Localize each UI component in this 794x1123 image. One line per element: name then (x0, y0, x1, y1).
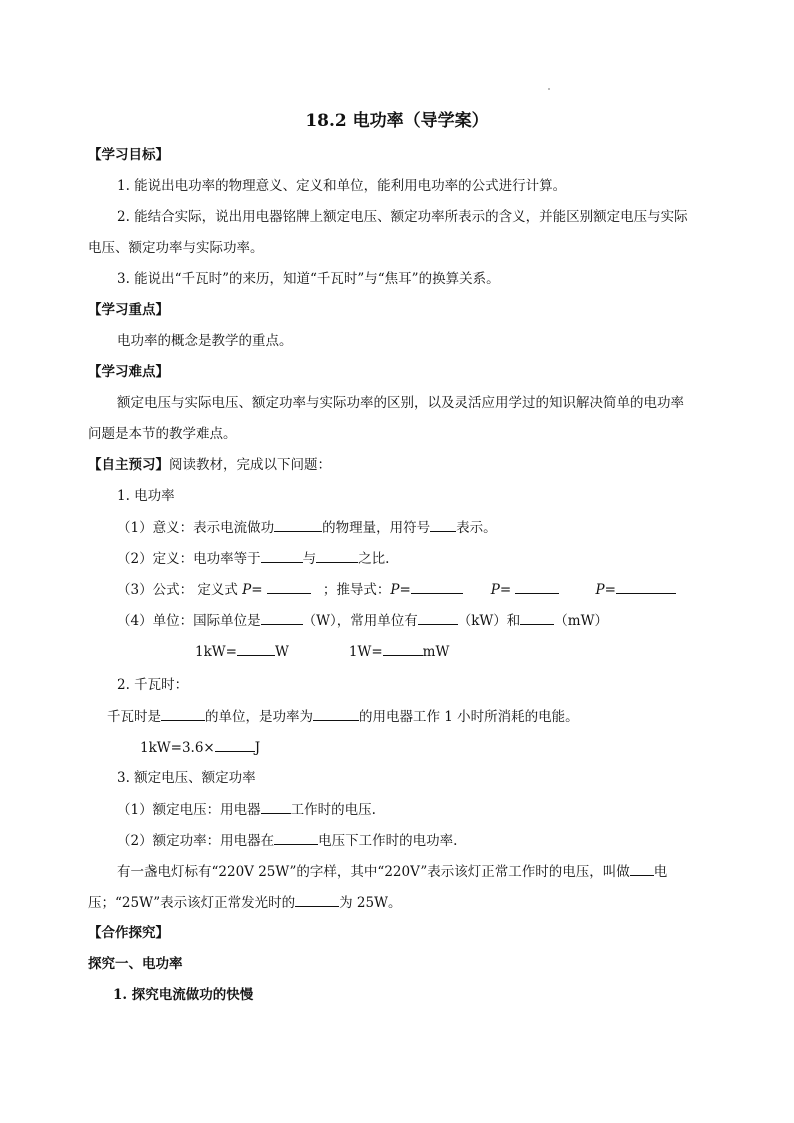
q-unit-text-d: （mW） (554, 613, 608, 629)
fill-blank[interactable] (261, 799, 291, 814)
q-unit-text-b: （W），常用单位有 (302, 613, 418, 629)
fill-blank[interactable] (520, 610, 554, 625)
q-unit (117, 610, 608, 631)
fill-blank[interactable] (383, 641, 423, 656)
q-rated-voltage (117, 799, 376, 820)
fill-blank[interactable] (313, 706, 359, 721)
difficulty-text: 额定电压与实际电压、额定功率与实际功率的区别，以及灵活应用学过的知识解决简单的电功率 (117, 395, 684, 411)
formula-equals: = (604, 582, 616, 598)
conversion-1-a: 1kW= (195, 644, 237, 660)
q-unit-text-c: （kW）和 (457, 613, 521, 629)
fill-blank[interactable] (515, 579, 559, 594)
formula-symbol: P (242, 582, 252, 598)
difficulty-heading: 【学习难点】 (88, 364, 169, 380)
goal-item-3: 3. 能说出“千瓦时”的来历，知道“千瓦时”与“焦耳”的换算关系。 (117, 271, 500, 287)
kwh-text-c: 的用电器工作 1 小时所消耗的电能。 (359, 709, 579, 725)
kwh-text-b: 的单位，是功率为 (205, 709, 313, 725)
formula-equals: = (399, 582, 411, 598)
lamp-example (117, 861, 667, 882)
kwh-text-a: 千瓦时是 (107, 709, 161, 725)
fill-blank[interactable] (261, 610, 303, 625)
formula-symbol: P (490, 582, 500, 598)
q-formula (117, 579, 676, 600)
difficulty-text-cont: 问题是本节的教学难点。 (88, 426, 237, 442)
conversion-2-b: mW (422, 644, 450, 660)
section-3-title: 3. 额定电压、额定功率 (117, 770, 256, 786)
fill-blank[interactable] (274, 517, 322, 532)
formula-symbol: P (390, 582, 400, 598)
q-unit-text-a: （4）单位：国际单位是 (117, 613, 261, 629)
rated-power-text-b: 电压下工作时的电功率. (318, 833, 458, 849)
key-point-heading: 【学习重点】 (88, 302, 169, 318)
q-definition (117, 548, 389, 569)
fill-blank[interactable] (430, 517, 456, 532)
fill-blank[interactable] (261, 548, 303, 563)
lamp-text-c: 压；“25W”表示该灯正常发光时的 (88, 895, 296, 911)
fill-blank[interactable] (295, 892, 339, 907)
q-definition-text-b: 与 (302, 551, 317, 567)
formula-equals: = (499, 582, 516, 598)
goals-heading: 【学习目标】 (88, 147, 169, 163)
lamp-text-d: 为 25W。 (339, 895, 402, 911)
fill-blank[interactable] (161, 706, 205, 721)
q-meaning-text-a: （1）意义：表示电流做功 (117, 520, 275, 536)
section-2-title: 2. 千瓦时： (117, 677, 189, 693)
goal-item-2-cont: 电压、额定功率与实际功率。 (88, 240, 264, 256)
preview-intro: 阅读教材，完成以下问题： (169, 457, 331, 473)
q-definition-text-a: （2）定义：电功率等于 (117, 551, 261, 567)
fill-blank[interactable] (418, 610, 458, 625)
fill-blank[interactable] (616, 579, 676, 594)
fill-blank[interactable] (630, 861, 654, 876)
goal-item-2: 2. 能结合实际，说出用电器铭牌上额定电压、额定功率所表示的含义，并能区别额定电压与实际 (117, 209, 688, 225)
fill-blank[interactable] (274, 830, 318, 845)
coop-heading: 【合作探究】 (88, 925, 169, 941)
kwh-conversion-a: 1kW=3.6× (140, 740, 215, 756)
q-meaning-text-c: 表示。 (456, 520, 497, 536)
q-meaning (117, 517, 497, 538)
coop-item-1: 1. 探究电流做功的快慢 (113, 987, 254, 1003)
lamp-text-b: 电 (653, 864, 668, 880)
kwh-conversion-b: J (254, 740, 261, 756)
q-definition-text-c: 之比. (358, 551, 390, 567)
formula-equals: = (251, 582, 267, 598)
q-formula-text-b: ；推导式： (322, 582, 391, 598)
fill-blank[interactable] (237, 641, 275, 656)
conversion-1-b: W (274, 644, 289, 660)
q-rated-power (117, 830, 457, 851)
rated-voltage-text-b: 工作时的电压. (290, 802, 376, 818)
formula-symbol: P (595, 582, 605, 598)
page-title: 18.2 电功率（导学案） (305, 111, 489, 131)
fill-blank[interactable] (411, 579, 463, 594)
fill-blank[interactable] (316, 548, 358, 563)
coop-subheading: 探究一、电功率 (88, 956, 183, 972)
fill-blank[interactable] (215, 737, 255, 752)
key-point-text: 电功率的概念是教学的重点。 (117, 333, 293, 349)
rated-power-text-a: （2）额定功率：用电器在 (117, 833, 275, 849)
scan-mark (548, 88, 550, 90)
q-formula-text-a: （3）公式： 定义式 (117, 582, 243, 598)
goal-item-1: 1. 能说出电功率的物理意义、定义和单位，能利用电功率的公式进行计算。 (117, 178, 567, 194)
preview-heading: 【自主预习】 (88, 457, 169, 473)
fill-blank[interactable] (267, 579, 311, 594)
lamp-text-a: 有一盏电灯标有“220V 25W”的字样，其中“220V”表示该灯正常工作时的电压，叫做 (117, 864, 630, 880)
kwh-definition (107, 706, 579, 727)
q-meaning-text-b: 的物理量，用符号 (322, 520, 431, 536)
section-1-title: 1. 电功率 (117, 488, 175, 504)
lamp-example-cont (88, 892, 401, 913)
rated-voltage-text-a: （1）额定电压：用电器 (117, 802, 261, 818)
unit-conversion (195, 641, 449, 662)
preview-line (88, 455, 331, 475)
kwh-conversion (140, 737, 260, 758)
conversion-2-a: 1W= (348, 644, 383, 660)
